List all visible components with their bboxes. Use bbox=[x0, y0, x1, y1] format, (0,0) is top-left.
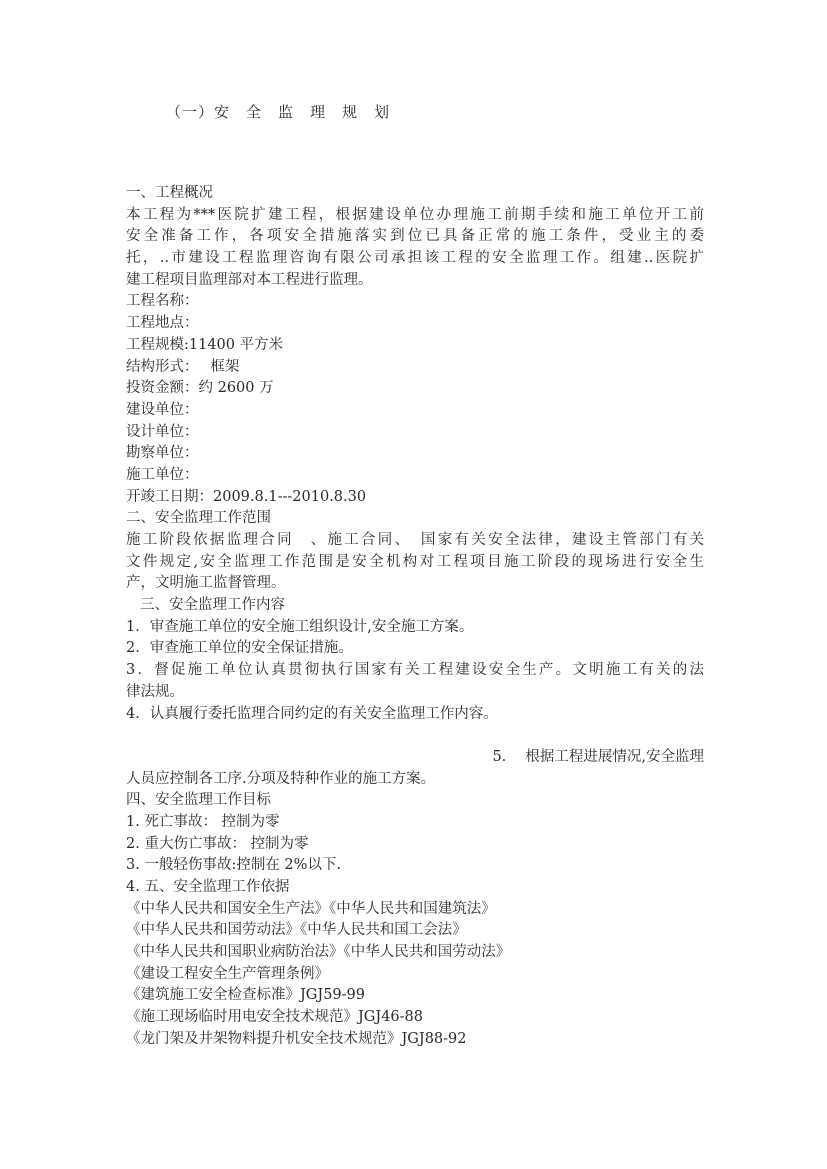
field-investment: 投资金额：约 2600 万 bbox=[126, 380, 274, 397]
list-item: 4．认真履行委托监理合同约定的有关安全监理工作内容。 bbox=[126, 705, 498, 722]
paragraph-line: 文件规定,安全监理工作范围是安全机构对工程项目施工阶段的现场进行安全生 bbox=[126, 553, 704, 570]
list-item: 人员应控制各工序.分项及特种作业的施工方案。 bbox=[126, 770, 436, 787]
law-reference: 《建设工程安全生产管理条例》 bbox=[126, 965, 329, 982]
law-reference: 《中华人民共和国职业病防治法》《中华人民共和国劳动法》 bbox=[126, 944, 511, 961]
list-item: 2．审查施工单位的安全保证措施。 bbox=[126, 640, 353, 657]
law-reference: 《建筑施工安全检查标准》JGJ59-99 bbox=[126, 987, 366, 1004]
field-construction-unit: 施工单位： bbox=[126, 466, 199, 483]
list-item: 1．审查施工单位的安全施工组织设计,安全施工方案。 bbox=[126, 618, 474, 635]
list-item: 2. 重大伤亡事故： 控制为零 bbox=[126, 835, 309, 852]
list-item: 3. 一般轻伤事故:控制在 2%以下. bbox=[126, 857, 342, 874]
section-heading-overview: 一、工程概况 bbox=[126, 185, 213, 201]
field-project-scale: 工程规模:11400 平方米 bbox=[126, 336, 284, 353]
paragraph-line: 安全准备工作，各项安全措施落实到位已具备正常的施工条件，受业主的委 bbox=[126, 228, 704, 245]
law-reference: 《中华人民共和国劳动法》《中华人民共和国工会法》 bbox=[126, 922, 467, 939]
page-title: （一）安 全 监 理 规 划 bbox=[166, 103, 391, 121]
paragraph-line: 本工程为***医院扩建工程，根据建设单位办理施工前期手续和施工单位开工前 bbox=[126, 206, 704, 223]
list-item: 1. 死亡事故： 控制为零 bbox=[126, 813, 280, 830]
field-project-location: 工程地点： bbox=[126, 315, 199, 332]
paragraph-line: 产，文明施工监督管理。 bbox=[126, 575, 286, 592]
section-heading-goals: 四、安全监理工作目标 bbox=[126, 792, 271, 809]
field-project-name: 工程名称： bbox=[126, 293, 199, 310]
document-body bbox=[126, 183, 704, 1051]
law-reference: 《中华人民共和国安全生产法》《中华人民共和国建筑法》 bbox=[126, 900, 496, 917]
section-heading-content: 三、安全监理工作内容 bbox=[140, 597, 285, 614]
field-owner-unit: 建设单位： bbox=[126, 401, 199, 418]
law-reference: 《龙门架及井架物料提升机安全技术规范》JGJ88-92 bbox=[126, 1030, 467, 1047]
field-design-unit: 设计单位： bbox=[126, 423, 199, 440]
law-reference: 《施工现场临时用电安全技术规范》JGJ46-88 bbox=[126, 1009, 424, 1026]
list-item: 5. 根据工程进展情况,安全监理 bbox=[492, 748, 704, 765]
list-item: 3．督促施工单位认真贯彻执行国家有关工程建设安全生产。文明施工有关的法 bbox=[126, 662, 704, 679]
section-heading-scope: 二、安全监理工作范围 bbox=[126, 510, 271, 527]
paragraph-line: 施工阶段依据监理合同 、施工合同、 国家有关安全法律，建设主管部门有关 bbox=[126, 532, 704, 548]
paragraph-line: 建工程项目监理部对本工程进行监理。 bbox=[126, 271, 373, 288]
list-item: 4. 五、安全监理工作依据 bbox=[126, 879, 290, 895]
list-item: 律法规。 bbox=[126, 683, 184, 700]
field-schedule-dates: 开竣工日期：2009.8.1---2010.8.30 bbox=[126, 488, 367, 505]
blank-line bbox=[126, 725, 704, 747]
paragraph-line: 托，..市建设工程监理咨询有限公司承担该工程的安全监理工作。组建..医院扩 bbox=[126, 250, 704, 267]
field-survey-unit: 勘察单位： bbox=[126, 445, 199, 462]
field-structure-type: 结构形式： 框架 bbox=[126, 358, 240, 375]
